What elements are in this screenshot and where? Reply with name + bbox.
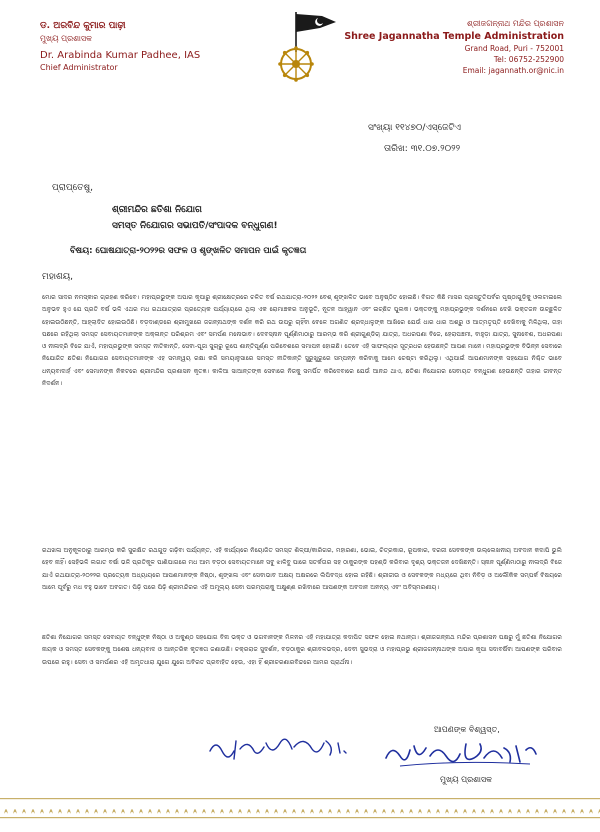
body-paragraph-2: ରଥଖଳା ଅନୁକୂଳଠାରୁ ଆରମ୍ଭ କରି ସୁରକ୍ଷିତ ରଥଗୁଡ଼ ଗଢ଼ିବା ପର୍ଯ୍ୟନ୍ତ, ଏହି କାର୍ଯ୍ୟରେ ନିୟୋଜିତ ସମସ୍ତ ଶିଳ୍ପୀ/କାରିଗର, ମହାରଣା, ଭୋଇ, ଚିତ୍ରକାର, ରୂପକାର, ଦରଜୀ ସେବକଙ୍କ ଉଲ୍ଲେଖନୀୟ ଅବଦାନ କଦାପି ଭୁଲି ହେବ ନାହିଁ। ସେହିଭଳି ଲଗାତ ବର୍ଷା ଭଳି ପ୍ରତିକୂଳ ପାଣିପାଗରେ ମଧ ଆମ ବଡ଼ଠା ସେବାୟତମାନେ ସବୁ ଝାଳିବୁ ପାରେ ସତର୍କତାର ସହ ଠାକୁରଙ୍କ ପହଣ୍ଡି କରିବାର ଦୃଶ୍ୟ ଭକ୍ତଜନ ଦେଖିଛନ୍ତି। ସ୍ନାନ ପୂର୍ଣ୍ଣିମାଠାରୁ ନୀଳାଦ୍ରି ବିଜେ ଯାଏଁ ରଥଯାତ୍ରା-୨୦୨୨ର ପ୍ରତ୍ୟେକ ଅଧ୍ୟାୟରେ ଆପଣମାନଙ୍କ ନିଷ୍ଠା, ଶୃଙ୍ଖଳା ଏବଂ ସେବାଭାବ ଅକ୍ଷୟ ଅକ୍ଷରରେ ଲିପିବଦ୍ଧ ହୋଇ ରହିଛି। ଶ୍ରୀଜୀଉ ଓ ସେବକଙ୍କ ମଧ୍ୟରେ ଥିବା ନିବିଡ଼ ଓ ଅଲୌକିକ ସମ୍ପର୍କ ବିଷୟରେ ଆମେ ପୂର୍ବରୁ ମଧ ବହୁ ଭାବେ ଅବଗତ। ପିଢ଼ି ପରେ ପିଢ଼ି ଶ୍ରୀମନ୍ଦିରର ଏହି ଅମୂଲ୍ୟ ସେବା ପରମ୍ପରାକୁ ଅକ୍ଷୁଣ୍ଣ ରଖିବାରେ ଆପଣଙ୍କ ଅବଦାନ ଅନନ୍ୟ ଏବଂ ଅବିସ୍ମରଣୀୟ। [42, 547, 562, 591]
footer-motif [562, 809, 566, 814]
footer-motif [589, 809, 593, 814]
footer-motif [229, 809, 233, 814]
temple-emblem-icon [262, 6, 346, 84]
footer-motif [400, 809, 404, 814]
footer-motif [544, 809, 548, 814]
footer-motif [175, 809, 179, 814]
salutation: ମହାଶୟ, [42, 272, 74, 282]
footer-motif [580, 809, 584, 814]
footer-motif [463, 809, 467, 814]
footer-motif [301, 809, 305, 814]
footer-motif [517, 809, 521, 814]
footer-motif [22, 809, 26, 814]
footer-motif [67, 809, 71, 814]
footer-motif [202, 809, 206, 814]
footer-motif [427, 809, 431, 814]
footer-motif [445, 809, 449, 814]
telephone: Tel: 06752-252900 [493, 55, 564, 64]
addressee-line-1: ଶ୍ରୀମନ୍ଦିର ଛତିଶା ନିଯୋଗ [112, 205, 202, 215]
letterhead-right [344, 18, 564, 76]
footer-motif [355, 809, 359, 814]
footer-motif [571, 809, 575, 814]
footer-motif [382, 809, 386, 814]
footer-motif [292, 809, 296, 814]
footer-motif [58, 809, 62, 814]
organization-name: Shree Jagannatha Temple Administration [344, 31, 564, 42]
footer-motif [409, 809, 413, 814]
odia-officer-name: ଡ. ଅରବିନ୍ଦ କୁମାର ପାଢ଼ୀ [40, 21, 126, 31]
to-label: ପ୍ରାପ୍ତେଷୁ, [52, 183, 94, 193]
odia-organization: ଶ୍ରୀଜଗନ୍ନାଥ ମନ୍ଦିର ପ୍ରଶାସନ [466, 19, 564, 28]
footer-motif [436, 809, 440, 814]
signatory-designation: ମୁଖ୍ୟ ପ୍ରଶାସକ [440, 775, 493, 784]
footer-motif [283, 809, 287, 814]
footer-motif [535, 809, 539, 814]
footer-motif [76, 809, 80, 814]
email: Email: jagannath.or@nic.in [462, 66, 564, 75]
footer-motif [265, 809, 269, 814]
footer-motif [274, 809, 278, 814]
body-paragraph-1: ମୋର ସାଦର ନମସ୍କାର ଗ୍ରହଣ କରିବେ। ମହାପ୍ରଭୁଙ୍କ ଅପାର କୃପାରୁ ଶ୍ରୀକ୍ଷେତ୍ରରେ ଚଳିତ ବର୍ଷ ରଥଯାତ୍ରା-୨୦୨୨ ବେଶ୍ ଶୃଙ୍ଖଳିତ ଭାବେ ଅନୁଷ୍ଠିତ ହୋଇଛି। ବିଗତ କିଛି ମାସର ପ୍ରସ୍ତୁତିପର୍ବର ପୃଷ୍ଠାଗୁଡ଼ିକୁ ଓଲଟାଇଲେ ଅନୁଭବ ହୁଏ ଯେ ପ୍ରତି ବର୍ଷ ଭଳି ଏଥର ମଧ ରଥଯାତ୍ରାର ପ୍ରତ୍ୟେକ ପର୍ଯ୍ୟାୟରେ ଥିଲା ଏକ ରୋମାଞ୍ଚକର ଅନୁଭୂତି, ନୂତନ ଆହ୍ୱାନ ଏବଂ ଇଚ୍ଛିତ ପୁଲକ। ଭକ୍ତଙ୍କୁ ମହାପ୍ରଭୁଙ୍କ ଦର୍ଶନରେ ଦେଖି ଭକ୍ତଜନ ଉଚ୍ଛୁଳିତ ହୋଇଉଠିଛନ୍ତି, ଆହ୍ଲାଦିତ ହୋଇଉଠିଛି। ବଡ଼ଦାଣ୍ଡରେ ଶ୍ରୀମୁଖରେ ଜଗନ୍ନାଥଙ୍କ ଦର୍ଶନ କରି ରଥ ଉପରୁ ଚାହିଁବା ବେଳେ ଅଗଣିତ ଶ୍ରଦ୍ଧାଳୁଙ୍କ ଆଖିରେ ଯେଉଁ ଧାର ଧାର ଅଶ୍ରୁ ଓ ଆତ୍ମତୃପ୍ତି ଦେଖିବାକୁ ମିଳିଥିଲା, ତାହା ପଛରେ ରହିଥିଲା ସମସ୍ତ ସେବାୟତମାନଙ୍କ ଅକ୍ଳାନ୍ତ ପରିଶ୍ରମ ଏବଂ ସମର୍ପଣ ମନୋଭାବ। ଦେବସ୍ନାନ ପୂର୍ଣ୍ଣିମାଠାରୁ ଆରମ୍ଭ କରି ଶ୍ରୀଗୁଣ୍ଡିଚା ଯାତ୍ରା, ଅଧରପଣା ବିଜେ, ହେରାପଞ୍ଚମୀ, ବାହୁଡ଼ା ଯାତ୍ରା, ସୁନାବେଶ, ଅଧରପଣା ଓ ନୀଳାଦ୍ରି ବିଜେ ଯାଏଁ, ମହାପ୍ରଭୁଙ୍କ ସମସ୍ତ ନୀତିକାନ୍ତି, ସେବା-ପୂଜା ସୁଚାରୁ ରୂପେ ଶାନ୍ତିପୂର୍ଣ୍ଣ ପରିବେଶରେ ସମାପନ ହୋଇଛି। ତେବେ ଏହି ସାଫଲ୍ୟର ସୂତ୍ରଧର ହେଉଛନ୍ତି ଆପଣ ମାନେ। ମହାପ୍ରଭୁଙ୍କ ବିଭିନ୍ନ ସେବାରେ ନିଯୋଜିତ ଛତିଶା ନିଯୋଗର ସେବାୟତମାନଙ୍କ ଏହ ସମନ୍ୱୟ ରକ୍ଷା କରି ସମୟାନୁସାରେ ସମସ୍ତ ନୀତିକାନ୍ତି ସୁରୁଖୁରୁରେ ସମ୍ପନ୍ନ କରିବାକୁ ଆମେ ଚେଷ୍ଟା କରିଥିଲୁ। ଏଥିପାଇଁ ଆପଣମାନଙ୍କ ସହଯୋଗ ନିଶ୍ଚିତ ଭାବେ ଧନ୍ୟବାଦାର୍ହ ଏବଂ ସେମାନଙ୍କ ନିକଟରେ ଶ୍ରୀମନ୍ଦିର ପ୍ରଶାସନ କୃତଜ୍ଞ। କାଳିଆ ସାଆନ୍ତଙ୍କ ସେବାରେ ନିଜକୁ ସମର୍ପିତ କରିଦେବାରେ ଯେଉଁ ଆନନ୍ଦ ଥାଏ, ଛତିଶା ନିଯୋଗର ସେବାୟତ ବନ୍ଧୁଗଣ ହେଉଛନ୍ତି ତାହାର ଜୀବନ୍ତ ନିଦର୍ଶନ। [42, 294, 562, 388]
footer-motif [166, 809, 170, 814]
footer-motif [481, 809, 485, 814]
footer-motif [328, 809, 332, 814]
footer-motif [508, 809, 512, 814]
closing-text: ଆପଣଙ୍କ ବିଶ୍ୱସ୍ତ, [434, 725, 500, 734]
footer-motif [148, 809, 152, 814]
footer-motif [238, 809, 242, 814]
reference-number: ସଂଖ୍ୟା ୧୧୪୭୦/ଏସ୍‌ଜେଟିଏ [368, 123, 461, 133]
footer-motif [211, 809, 215, 814]
footer-motif [4, 809, 8, 814]
addressee-line-2: ସମସ୍ତ ନିଯୋଗର ସଭାପତି/ସଂପାଦକ ବନ୍ଧୁଗଣ! [112, 221, 278, 231]
footer-motif [184, 809, 188, 814]
footer-motif [85, 809, 89, 814]
footer-motif [490, 809, 494, 814]
footer-motif [526, 809, 530, 814]
footer-motif [256, 809, 260, 814]
footer-motif [103, 809, 107, 814]
footer-motif [418, 809, 422, 814]
footer-motif [94, 809, 98, 814]
letterhead-left [40, 20, 240, 74]
signature [380, 738, 550, 770]
footer-motif [220, 809, 224, 814]
footer-motif [553, 809, 557, 814]
footer-motif [112, 809, 116, 814]
footer-motif [310, 809, 314, 814]
handwritten-blessing [206, 733, 356, 763]
officer-name: Dr. Arabinda Kumar Padhee, IAS [40, 50, 201, 61]
footer-motif [472, 809, 476, 814]
footer-motif [40, 809, 44, 814]
address: Grand Road, Puri - 752001 [464, 44, 564, 53]
footer-motif [157, 809, 161, 814]
footer-motif [454, 809, 458, 814]
footer-motif [373, 809, 377, 814]
footer-motif [49, 809, 53, 814]
reference-date: ତାରିଖ: ୩୧.୦୭.୨୦୨୨ [384, 144, 461, 154]
footer-motif [391, 809, 395, 814]
footer-motif [247, 809, 251, 814]
footer-motif [346, 809, 350, 814]
footer-motif [139, 809, 143, 814]
body-paragraph-3: ଛତିଶା ନିଯୋଗର ସମସ୍ତ ସେବାୟତ ବନ୍ଧୁଙ୍କ ନିଷ୍ଠା ଓ ଅକୁଣ୍ଠ ସହଯୋଗ ବିନା ଭକ୍ତ ଓ ଭଗବାନଙ୍କ ମିଳନର ଏହି ମହାଯାତ୍ରା କଦାପିତ ସଫଳ ହୋଇ ନଥାନ୍ତା। ଶ୍ରୀଜଗନ୍ନାଥ ମନ୍ଦିର ପ୍ରଶାସନ ପକ୍ଷରୁ ମୁଁ ଛତିଶା ନିଯୋଗର ନାୟକ ଓ ସମସ୍ତ ସେବକଙ୍କୁ ଅଶେଷ ଧନ୍ୟବାଦ ଓ ଆନ୍ତରିକ କୃତଜ୍ଞତା ଜଣାଉଛି। ଚକ୍ରରାଜ ସୁଦର୍ଶନ, ବଡ଼ଠାକୁର ଶ୍ରୀବଳଭଦ୍ର, ଦେବୀ ସୁଭଦ୍ରା ଓ ମହାପ୍ରଭୁ ଶ୍ରୀଜଗନ୍ନାଥଙ୍କ ଅପାର କୃପା ସଦାବର୍ଷିବା ଆପଣଙ୍କ ପରିବାର ଉପରେ ରହୁ। ସେବା ଓ ସମର୍ପଣର ଏହି ଅମୃତଧାରା ଯୁଗେ ଯୁଗେ ଅବିରତ ପ୍ରବାହିତ ହେଉ, ଏହା ହିଁ ଶ୍ରୀଚରଣାରବିନ୍ଦରେ ଆମର ପ୍ରାର୍ଥନା। [42, 634, 562, 666]
odia-officer-title: ମୁଖ୍ୟ ପ୍ରଶାସକ [40, 34, 93, 43]
footer-motif [13, 809, 17, 814]
footer-motif [337, 809, 341, 814]
footer-motif [121, 809, 125, 814]
footer-motif [319, 809, 323, 814]
footer-motif [499, 809, 503, 814]
decorative-footer-border [0, 796, 600, 822]
subject-line: ବିଷୟ: ଘୋଷଯାତ୍ରା-୨୦୨୨ର ସଫଳ ଓ ଶୃଙ୍ଖଳିତ ସମାପନ ପାଇଁ କୃତଜ୍ଞତା [70, 246, 307, 256]
footer-motif [31, 809, 35, 814]
officer-title: Chief Administrator [40, 63, 118, 72]
footer-motif [130, 809, 134, 814]
footer-motif [193, 809, 197, 814]
footer-motif [364, 809, 368, 814]
